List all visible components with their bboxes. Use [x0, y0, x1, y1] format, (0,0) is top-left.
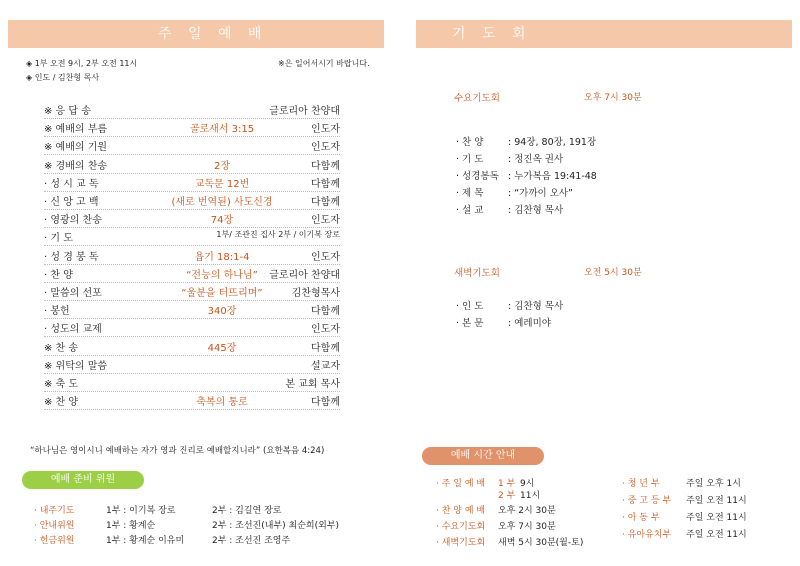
schedule-dept: · 청 년 부 — [622, 479, 660, 489]
order-item-label: · 봉헌 — [44, 306, 70, 318]
committee-role: · 안내위원 — [34, 521, 75, 531]
order-row — [44, 319, 340, 337]
order-item-label: ※ 찬 송 — [44, 342, 79, 354]
order-row — [44, 301, 340, 319]
order-row — [44, 374, 340, 392]
order-item-label: · 기 도 — [44, 233, 73, 245]
order-item-person: 인도자 — [311, 324, 340, 336]
prayer-title: 기 도 회 — [452, 26, 532, 42]
committee-part1: 1부 : 황계순 이유미 — [106, 536, 185, 546]
schedule-dept-time: 주일 오후 1시 — [686, 479, 741, 489]
schedule-name: · 수요기도회 — [436, 522, 486, 532]
committee-role: · 내주기도 — [34, 506, 75, 516]
order-row — [44, 283, 340, 301]
order-item-label: ※ 경배의 찬송 — [44, 160, 108, 172]
order-item-person: 인도자 — [311, 215, 340, 227]
order-item-detail: 2장 — [213, 160, 231, 172]
order-item-label: · 말씀의 선포 — [44, 288, 102, 299]
order-item-detail: 골로새서 3:15 — [189, 124, 255, 136]
order-item-person: 본 교회 목사 — [285, 379, 340, 390]
schedule-time: 오후 7시 30분 — [498, 522, 556, 532]
order-item-detail: “전능의 하나님” — [186, 269, 258, 281]
order-item-person: 다함께 — [311, 178, 340, 190]
committee-part1: 1부 : 황계순 — [106, 521, 156, 531]
order-row — [44, 137, 340, 155]
schedule-part: 2 부 — [498, 491, 516, 501]
order-row — [44, 192, 340, 210]
order-item-person: 다함께 — [311, 342, 340, 354]
committee-part2: 2부 : 조선진(내부) 최순희(외부) — [212, 521, 340, 531]
schedule-dept: · 유아유치부 — [622, 530, 672, 540]
order-item-detail: 교독문 12번 — [194, 178, 250, 190]
order-row — [44, 247, 340, 265]
order-item-person: 다함께 — [311, 306, 340, 318]
schedule-name: · 주 일 예 배 — [436, 479, 486, 489]
schedule-dept: · 아 동 부 — [622, 513, 660, 523]
wed-item-value: : 94장, 80장, 191장 — [508, 137, 597, 148]
schedule-time: 오후 2시 30분 — [498, 506, 556, 516]
order-item-detail: 340장 — [207, 306, 237, 318]
schedule-time: 11시 — [520, 491, 541, 501]
order-item-detail: 욥기 18:1-4 — [194, 251, 250, 263]
order-item-detail: “울분을 터뜨리며” — [181, 288, 263, 299]
wed-item-value: : 누가복음 19:41-48 — [508, 171, 597, 182]
order-item-label: · 성 시 교 독 — [44, 178, 99, 190]
service-times: ◈ 1부 오전 9시, 2부 오전 11시 — [26, 59, 138, 68]
scripture-verse: “하나님은 영이시니 예배하는 자가 영과 진리로 예배할지니라” (요한복음 4:24) — [30, 446, 325, 456]
prayer-header-band — [416, 20, 792, 48]
order-item-person: 1부/ 조관진 집사 2부 / 이기복 장로 — [216, 230, 340, 240]
dawn-prayer-time: 오전 5시 30분 — [584, 268, 642, 278]
order-item-detail: 445장 — [207, 342, 237, 354]
dawn-item-key: · 본 문 — [456, 318, 484, 329]
dawn-item-key: · 인 도 — [456, 301, 484, 312]
order-row — [44, 101, 340, 119]
order-item-person: 글로리아 찬양대 — [269, 106, 340, 117]
order-item-label: · 영광의 찬송 — [44, 215, 102, 227]
order-item-person: 인도자 — [311, 251, 340, 263]
order-item-detail: 축복의 통로 — [196, 397, 248, 409]
schedule-time: 9시 — [520, 479, 535, 489]
committee-part2: 2부 : 조선진 조영주 — [212, 536, 291, 546]
order-row — [44, 338, 340, 356]
order-item-person: 다함께 — [311, 197, 340, 208]
wed-item-value: : 김찬형 목사 — [508, 205, 564, 216]
order-row — [44, 392, 340, 410]
order-item-person: 인도자 — [311, 142, 340, 154]
order-item-label: ※ 축 도 — [44, 379, 79, 390]
committee-part2: 2부 : 김길연 장로 — [212, 506, 282, 516]
order-item-label: · 신 앙 고 백 — [44, 197, 99, 208]
wed-item-value: : 정진옥 권사 — [508, 154, 564, 165]
wed-item-key: · 설 교 — [456, 205, 484, 216]
standing-notice: ※은 일어서시기 바랍니다. — [278, 59, 370, 68]
worship-title: 주 일 예 배 — [158, 26, 268, 42]
order-row — [44, 356, 340, 374]
schedule-dept-time: 주일 오전 11시 — [686, 496, 747, 506]
order-item-person: 김찬형목사 — [291, 288, 340, 299]
order-item-person: 설교자 — [311, 360, 340, 372]
order-item-person: 인도자 — [311, 124, 340, 136]
order-item-label: ※ 위탁의 말씀 — [44, 360, 108, 372]
order-item-person: 글로리아 찬양대 — [269, 269, 340, 281]
committee-part1: 1부 : 이기복 장로 — [106, 506, 176, 516]
order-row — [44, 228, 340, 246]
schedule-time: 새벽 5시 30분(월-토) — [498, 538, 584, 548]
committee-role: · 헌금위원 — [34, 536, 75, 546]
order-row — [44, 174, 340, 192]
worship-header-band — [8, 20, 384, 48]
dawn-item-value: : 예레미야 — [508, 318, 551, 329]
wed-item-key: · 성경봉독 — [456, 171, 499, 182]
order-row — [44, 119, 340, 137]
schedule-part: 1 부 — [498, 479, 516, 489]
order-item-label: ※ 응 답 송 — [44, 106, 91, 117]
order-row — [44, 210, 340, 228]
order-item-person: 다함께 — [311, 397, 340, 409]
wed-prayer-title: 수요기도회 — [454, 93, 500, 104]
schedule-dept-time: 주일 오전 11시 — [686, 530, 747, 540]
order-item-detail: 74장 — [210, 215, 234, 227]
order-item-person: 다함께 — [311, 160, 340, 172]
wed-item-key: · 기 도 — [456, 154, 484, 165]
dawn-item-value: : 김찬형 목사 — [508, 301, 564, 312]
order-row — [44, 265, 340, 283]
order-item-label: ※ 찬 양 — [44, 397, 79, 409]
wed-item-value: : “가까이 오사” — [508, 188, 573, 199]
order-item-label: ※ 예배의 기원 — [44, 142, 108, 154]
schedule-name: · 새벽기도회 — [436, 538, 486, 548]
schedule-dept-time: 주일 오전 11시 — [686, 513, 747, 523]
wed-prayer-time: 오후 7시 30분 — [584, 93, 642, 103]
wed-item-key: · 제 목 — [456, 188, 484, 199]
order-item-label: ※ 예배의 부름 — [44, 124, 108, 136]
order-item-label: · 성 경 봉 독 — [44, 251, 99, 263]
committee-title: 예배 준비 위원 — [22, 471, 144, 489]
dawn-prayer-title: 새벽기도회 — [454, 268, 500, 279]
order-item-label: · 찬 양 — [44, 269, 73, 281]
schedule-title: 예배 시간 안내 — [422, 447, 544, 465]
worship-leader: ◈ 인도 / 김찬형 목사 — [26, 73, 100, 82]
order-item-label: · 성도의 교제 — [44, 324, 102, 336]
schedule-name: · 찬 양 예 배 — [436, 506, 486, 516]
schedule-dept: · 중 고 등 부 — [622, 496, 672, 506]
order-item-detail: (새로 번역된) 사도신경 — [171, 197, 273, 208]
order-row — [44, 156, 340, 174]
wed-item-key: · 찬 양 — [456, 137, 484, 148]
